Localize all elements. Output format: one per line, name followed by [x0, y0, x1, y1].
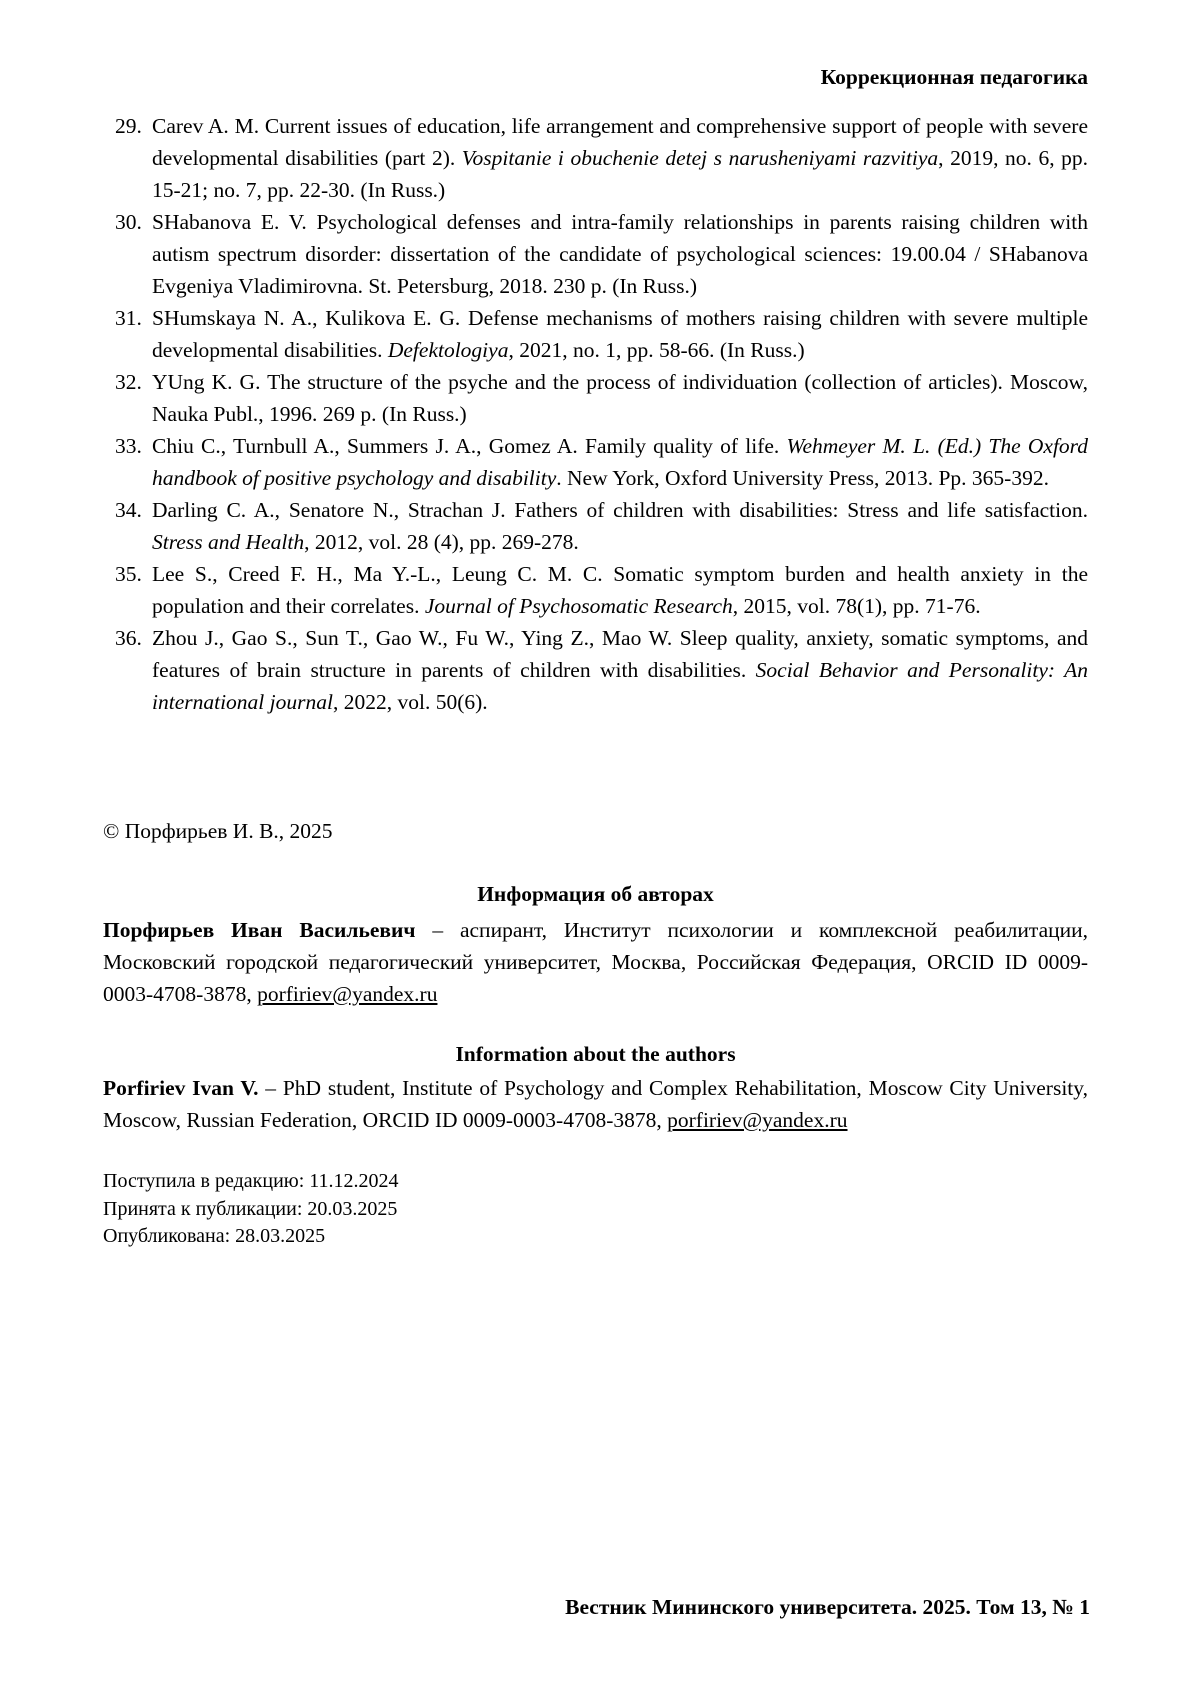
reference-title-italic: Wehmeyer M. L. (Ed.) The Oxford handbook of positive psychology and disability: [152, 434, 1088, 490]
reference-title-italic: Journal of Psychosomatic Research: [424, 594, 733, 618]
reference-item: [103, 302, 1088, 366]
reference-number: 35.: [115, 562, 142, 586]
date-received: Поступила в редакцию: 11.12.2024: [103, 1170, 399, 1192]
reference-text: , 2015, vol. 78(1), pp. 71-76.: [732, 594, 981, 618]
reference-number: 29.: [115, 114, 142, 138]
reference-title-italic: Defektologiya: [387, 338, 509, 362]
article-dates: [103, 1168, 399, 1251]
author-email-link-en[interactable]: porfiriev@yandex.ru: [667, 1108, 848, 1132]
reference-text: , 2012, vol. 28 (4), pp. 269-278.: [304, 530, 579, 554]
reference-text: , 2019, no. 6, pp. 15-21; no. 7, pp. 22-30. (In Russ.): [152, 146, 1088, 202]
reference-title-italic: Stress and Health: [152, 530, 305, 554]
running-header: Коррекционная педагогика: [820, 65, 1088, 89]
references-section: [103, 110, 1088, 718]
reference-text: Zhou J., Gao S., Sun T., Gao W., Fu W., Ying Z., Mao W. Sleep quality, anxiety, somatic symptoms, and features of brain structure in parents of children with disabilities.: [152, 626, 1088, 682]
author-description-ru: – аспирант, Институт психологии и комплексной реабилитации, Московский городской педагогический университет, Москва, Российская Федерация, ORCID ID 0009-0003-4708-3878,: [103, 918, 1089, 1006]
reference-text: YUng K. G. The structure of the psyche and the process of individuation (collection of articles). Moscow, Nauka Publ., 1996. 269 p. (In Russ.): [152, 370, 1088, 426]
reference-text: . New York, Oxford University Press, 2013. Pp. 365-392.: [556, 466, 1049, 490]
reference-item: [103, 366, 1088, 430]
reference-number: 32.: [115, 370, 142, 394]
reference-text: SHabanova E. V. Psychological defenses and intra-family relationships in parents raising children with autism spectrum disorder: dissertation of the candidate of psychological sciences: 19.00.04 / SHabanova Evgeniya Vladimirovna. St. Petersburg, 2018. 230 p. (In Russ.): [152, 210, 1088, 298]
reference-text: , 2022, vol. 50(6).: [332, 690, 488, 714]
reference-item: [103, 494, 1088, 558]
author-info-en: [103, 1072, 1088, 1136]
author-email-link-ru[interactable]: porfiriev@yandex.ru: [257, 982, 438, 1006]
reference-text: SHumskaya N. A., Kulikova E. G. Defense mechanisms of mothers raising children with severe multiple developmental disabilities.: [152, 306, 1088, 362]
reference-title-italic: Vospitanie i obuchenie detej s narusheniyami razvitiya: [461, 146, 939, 170]
reference-text: Lee S., Creed F. H., Ma Y.-L., Leung C. M. C. Somatic symptom burden and health anxiety in the population and their correlates.: [152, 562, 1088, 618]
reference-number: 30.: [115, 210, 142, 234]
author-name-ru: Порфирьев Иван Васильевич: [103, 918, 416, 942]
reference-number: 36.: [115, 626, 142, 650]
date-accepted: Принята к публикации: 20.03.2025: [103, 1197, 398, 1220]
journal-footer: Вестник Мининского университета. 2025. Том 13, № 1: [565, 1595, 1090, 1619]
reference-text: Chiu C., Turnbull A., Summers J. A., Gomez A. Family quality of life.: [152, 434, 787, 458]
copyright-line: © Порфирьев И. В., 2025: [103, 819, 333, 843]
reference-item: [103, 558, 1088, 622]
author-description-en: – PhD student, Institute of Psychology and Complex Rehabilitation, Moscow City University, Moscow, Russian Federation, ORCID ID 0009-0003-4708-3878,: [103, 1076, 1089, 1132]
references-list: [103, 110, 1088, 718]
reference-item: [103, 430, 1088, 494]
reference-number: 31.: [115, 306, 142, 330]
reference-text: , 2021, no. 1, pp. 58-66. (In Russ.): [508, 338, 805, 362]
reference-number: 33.: [115, 434, 142, 458]
reference-text: Carev A. M. Current issues of education, life arrangement and comprehensive support of people with severe developmental disabilities (part 2).: [152, 114, 1088, 170]
authors-heading-ru: Информация об авторах: [477, 882, 714, 906]
author-name-en: Porfiriev Ivan V.: [103, 1076, 259, 1100]
reference-title-italic: Social Behavior and Personality: An international journal: [152, 658, 1089, 714]
reference-item: [103, 206, 1088, 302]
reference-item: [103, 622, 1088, 718]
authors-heading-en: Information about the authors: [455, 1042, 736, 1066]
reference-item: [103, 110, 1088, 206]
reference-number: 34.: [115, 498, 142, 522]
date-published: Опубликована: 28.03.2025: [103, 1225, 326, 1247]
reference-text: Darling C. A., Senatore N., Strachan J. Fathers of children with disabilities: Stress and life satisfaction.: [152, 498, 1088, 522]
author-info-ru: [103, 914, 1088, 1010]
